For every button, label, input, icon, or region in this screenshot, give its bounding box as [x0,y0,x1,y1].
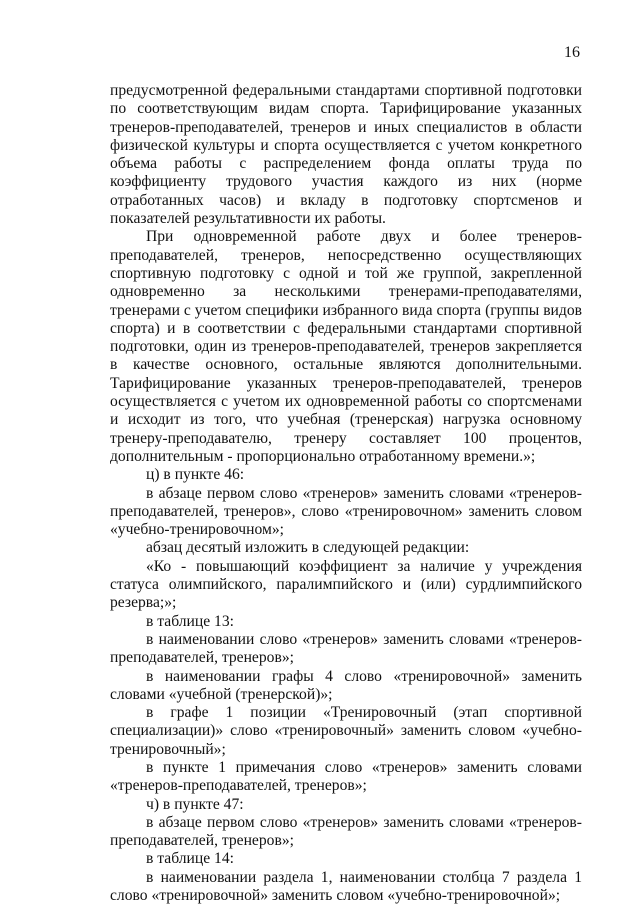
paragraph-4: в абзаце первом слово «тренеров» заменить словами «тренеров-преподавателей, тренеров», слово «тренировочном» заменить словом «учебно-тренировочном»; [110,484,582,539]
paragraph-10: в графе 1 позиции «Тренировочный (этап спортивной специализации)» слово «тренировочный» заменить словом «учебно-тренировочный»; [110,704,582,758]
page-number: 16 [564,44,580,61]
paragraph-3: ц) в пункте 46: [146,466,245,484]
paragraph-9: в наименовании графы 4 слово «тренировочной» заменить словами «учебной (тренерской)»; [110,667,582,703]
paragraph-15: в наименовании раздела 1, наименовании столбца 7 раздела 1 слово «тренировочной» заменить словом «учебно-тренировочной»; [110,868,582,905]
paragraph-12: ч) в пункте 47: [146,795,244,813]
paragraph-2: При одновременной работе двух и более тренеров-преподавателей, тренеров, непосредственно осуществляющих спортивную подготовку с одной и той же группой, закрепленной одновременно за несколькими тренерами-преподавателями, тренерами с учетом специфики избранного вида спорта (группы видов спорта) и в соответствии с федеральными стандартами спортивной подготовки, один из тренеров-преподавателей, тренеров закрепляется в качестве основного, остальные являются дополнительными. Тарифицирование указанных тренеров-преподавателей, тренеров осуществляется с учетом их одновременной работы со спортсменами и исходит из того, что учебная (тренерская) нагрузка основному тренеру-преподавателю, тренеру составляет 100 процентов, дополнительным - пропорционально отработанному времени.»; [110,228,582,465]
paragraph-14: в таблице 14: [146,850,234,868]
paragraph-11: в пункте 1 примечания слово «тренеров» заменить словами «тренеров-преподавателей, тренеров»; [110,758,582,795]
paragraph-8: в наименовании слово «тренеров» заменить словами «тренеров-преподавателей, тренеров»; [110,630,582,667]
paragraph-5: абзац десятый изложить в следующей редакции: [146,539,470,557]
paragraph-13: в абзаце первом слово «тренеров» заменить словами «тренеров-преподавателей, тренеров»; [110,813,582,850]
document-body [110,82,582,905]
paragraph-7: в таблице 13: [146,612,234,630]
paragraph-1: предусмотренной федеральными стандартами спортивной подготовки по соответствующим видам спорта. Тарифицирование указанных тренеров-преподавателей, тренеров и иных специалистов в области физической культуры и спорта осуществляется с учетом конкретного объема работы с распределением фонда оплаты труда по коэффициенту трудового участия каждого из них (норме отработанных часов) и вкладу в подготовку спортсменов и показателей результативности их работы. [110,82,582,228]
paragraph-6: «Ко - повышающий коэффициент за наличие у учреждения статуса олимпийского, паралимпийского и (или) сурдлимпийского резерва;»; [110,557,582,612]
